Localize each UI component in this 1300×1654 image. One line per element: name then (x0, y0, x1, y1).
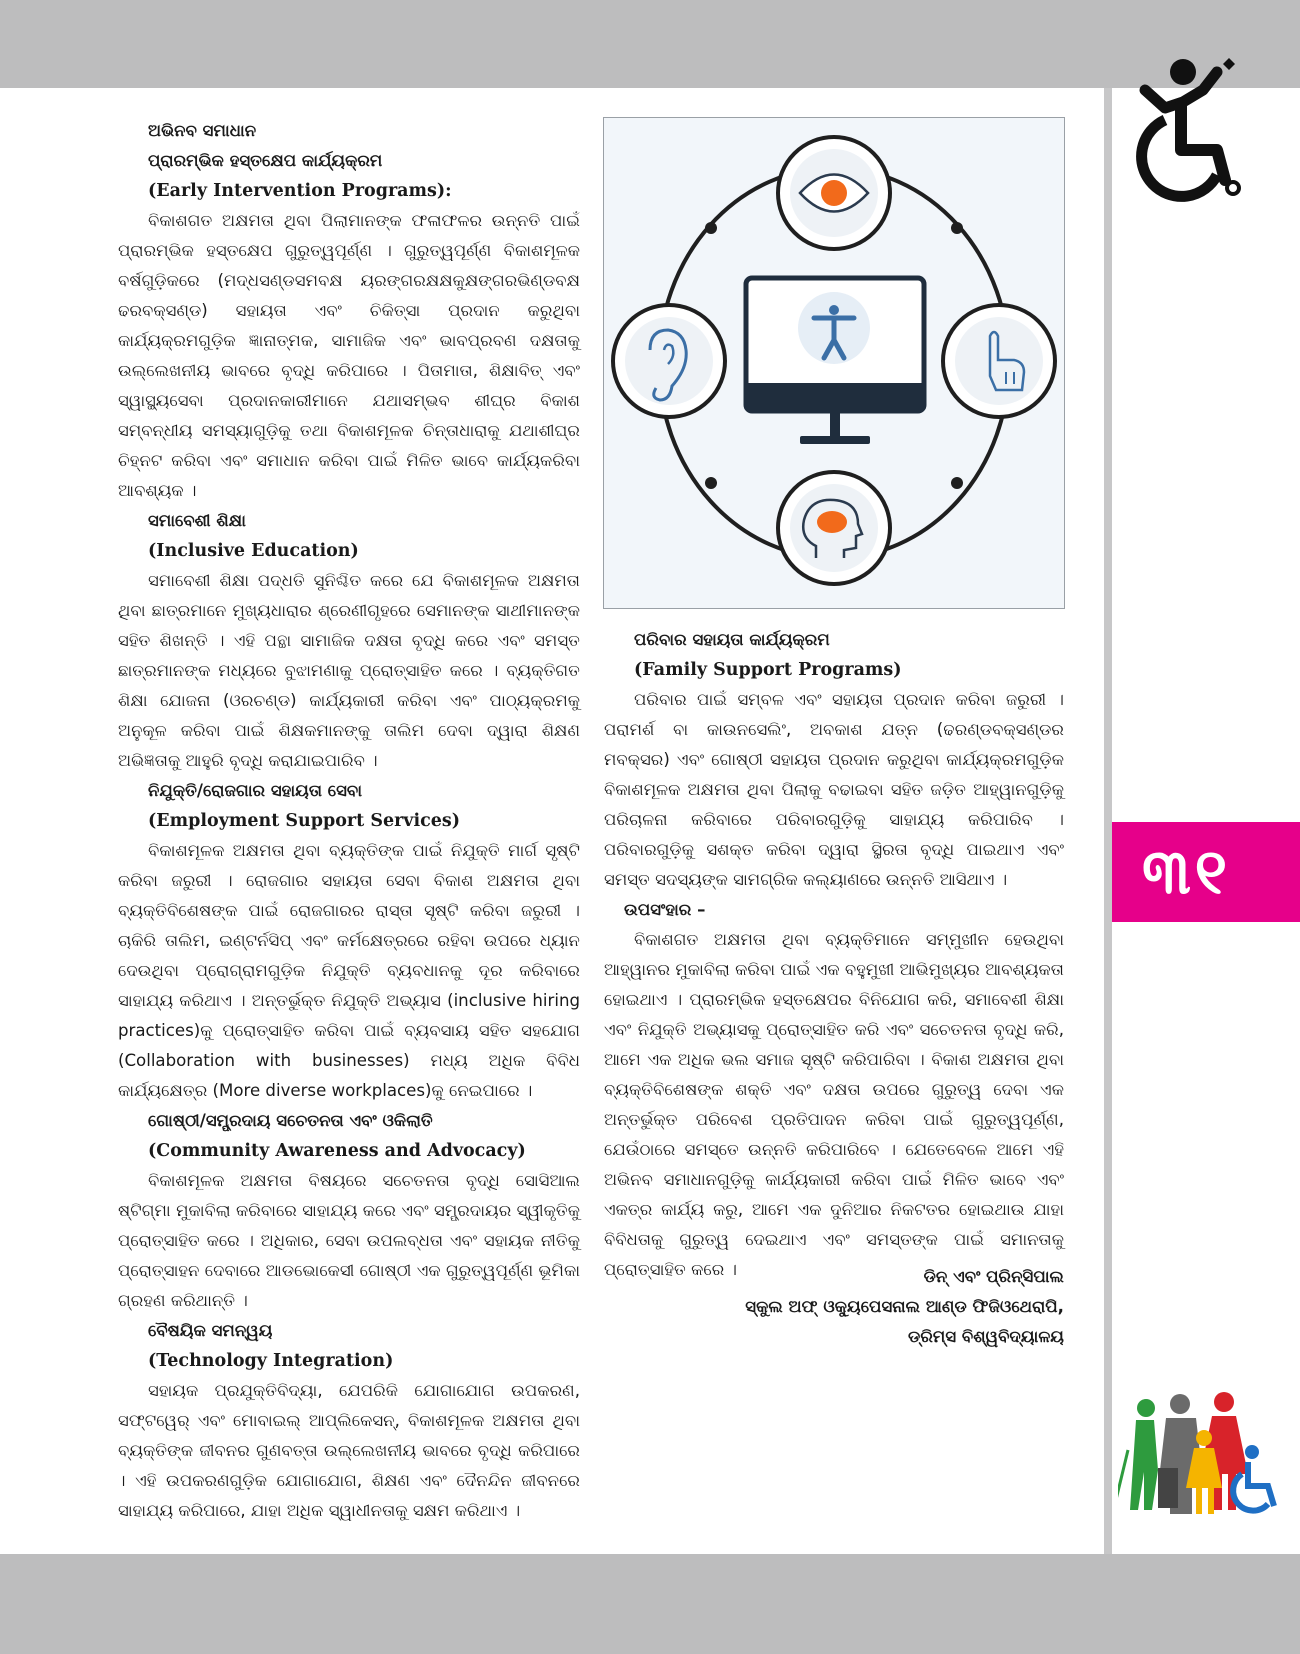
heading-technology-integration-en: (Technology Integration) (148, 1351, 394, 1371)
heading-family-support-en: (Family Support Programs) (634, 660, 902, 680)
heading-inclusive-education: ସମାବେଶୀ ଶିକ୍ଷା (148, 511, 246, 530)
heading-early-intervention-en: (Early Intervention Programs): (148, 181, 452, 201)
paragraph-community-awareness: ବିକାଶମୂଳକ ଅକ୍ଷମତା ବିଷୟରେ ସଚେତନତା ବୃଦ୍ଧି ସୋସିଆଲ ଷ୍ଟିଗ୍ମା ମୁକାବିଲା କରିବାରେ ସାହାଯ୍ୟ କରେ ଏବଂ ସମ୍ପ୍ରଦାୟର ସ୍ୱୀକୃତିକୁ ପ୍ରୋତ୍ସାହିତ କରେ । ଅଧିକାର, ସେବା ଉପଲବ୍ଧତା ଏବଂ ସହାୟକ ନୀତିକୁ ପ୍ରୋତ୍ସାହନ ଦେବାରେ ଆଡଭୋକେସୀ ଗୋଷ୍ଠୀ ଏକ ଗୁରୁତ୍ୱପୂର୍ଣ୍ଣ ଭୂମିକା ଗ୍ରହଣ କରିଥାନ୍ତି । (118, 1171, 580, 1310)
heading-community-awareness-en: (Community Awareness and Advocacy) (148, 1141, 526, 1161)
monitor-icon (746, 278, 924, 444)
left-column (118, 116, 580, 1526)
page-number: ୩୧ (1142, 835, 1232, 908)
heading-employment-support: ନିଯୁକ୍ତି/ରୋଜଗାର ସହାୟତା ସେବା (148, 781, 363, 800)
paragraph-conclusion: ବିକାଶଗତ ଅକ୍ଷମତା ଥିବା ବ୍ୟକ୍ତିମାନେ ସମ୍ମୁଖୀନ ହେଉଥିବା ଆହ୍ୱାନର ମୁକାବିଲା କରିବା ପାଇଁ ଏକ ବହୁମୁଖୀ ଆଭିମୁଖ୍ୟର ଆବଶ୍ୟକତା ହୋଇଥାଏ । ପ୍ରାରମ୍ଭିକ ହସ୍ତକ୍ଷେପର ବିନିଯୋଗ କରି, ସମାବେଶୀ ଶିକ୍ଷା ଏବଂ ନିଯୁକ୍ତି ଅଭ୍ୟାସକୁ ପ୍ରୋତ୍ସାହିତ କରି ଏବଂ ସଚେତନତା ବୃଦ୍ଧି କରି, ଆମେ ଏକ ଅଧିକ ଭଲ ସମାଜ ସୃଷ୍ଟି କରିପାରିବା । ବିକାଶ ଅକ୍ଷମତା ଥିବା ବ୍ୟକ୍ତିବିଶେଷଙ୍କ ଶକ୍ତି ଏବଂ ଦକ୍ଷତା ଉପରେ ଗୁରୁତ୍ୱ ଦେବା ଏକ ଅନ୍ତର୍ଭୁକ୍ତ ପରିବେଶ ପ୍ରତିପାଦନ କରିବା ପାଇଁ ଗୁରୁତ୍ୱପୂର୍ଣ୍ଣ, ଯେଉଁଠାରେ ସମସ୍ତେ ଉନ୍ନତି କରିପାରିବେ । ଯେତେବେଳେ ଆମେ ଏହି ଅଭିନବ ସମାଧାନଗୁଡ଼ିକୁ କାର୍ଯ୍ୟକାରୀ କରିବା ପାଇଁ ମିଳିତ ଭାବେ ଏବଂ ଏକତ୍ର କାର୍ଯ୍ୟ କରୁ, ଆମେ ଏକ ଦୁନିଆର ନିକଟତର ହୋଇଥାଉ ଯାହା ବିବିଧତାକୁ ଗୁରୁତ୍ୱ ଦେଇଥାଏ ଏବଂ ସମସ୍ତଙ୍କ ପାଇଁ ସମାନତାକୁ ପ୍ରୋତ୍ସାହିତ କରେ । (604, 930, 1064, 1279)
paragraph-technology-integration: ସହାୟକ ପ୍ରଯୁକ୍ତିବିଦ୍ୟା, ଯେପରିକି ଯୋଗାଯୋଗ ଉପକରଣ, ସଫ୍ଟୱେର୍ ଏବଂ ମୋବାଇଲ୍ ଆପ୍ଲିକେସନ୍, ବିକାଶମୂଳକ ଅକ୍ଷମତା ଥିବା ବ୍ୟକ୍ତିଙ୍କ ଜୀବନର ଗୁଣବତ୍ତା ଉଲ୍ଲେଖନୀୟ ଭାବରେ ବୃଦ୍ଧି କରିପାରେ । ଏହି ଉପକରଣଗୁଡ଼ିକ ଯୋଗାଯୋଗ, ଶିକ୍ଷଣ ଏବଂ ଦୈନନ୍ଦିନ ଜୀବନରେ ସାହାଯ୍ୟ କରିପାରେ, ଯାହା ଅଧିକ ସ୍ୱାଧୀନତାକୁ ସକ୍ଷମ କରିଥାଏ । (118, 1381, 580, 1520)
brain-icon (778, 472, 890, 584)
bottom-band (0, 1554, 1300, 1654)
ear-icon (613, 305, 725, 417)
author-university: ଡ୍ରିମ୍ସ ବିଶ୍ୱବିଦ୍ୟାଳୟ (908, 1327, 1064, 1346)
author-school: ସ୍କୁଲ ଅଫ୍ ଓକ୍ୟୁପେସନାଲ ଆଣ୍ଡ ଫିଜିଓଥେରାପି, (745, 1297, 1064, 1316)
heading-conclusion: ଉପସଂହାର – (624, 900, 706, 919)
heading-innovative-solutions: ଅଭିନବ ସମାଧାନ (148, 121, 257, 140)
wheelchair-icon (1125, 50, 1255, 205)
eye-icon (778, 137, 890, 249)
side-rule (1104, 88, 1112, 1554)
page-number-tab (1112, 822, 1300, 922)
top-band (0, 0, 1300, 88)
heading-inclusive-education-en: (Inclusive Education) (148, 541, 359, 561)
paragraph-early-intervention: ବିକାଶଗତ ଅକ୍ଷମତା ଥିବା ପିଲାମାନଙ୍କ ଫଳାଫଳର ଉନ୍ନତି ପାଇଁ ପ୍ରାରମ୍ଭିକ ହସ୍ତକ୍ଷେପ ଗୁରୁତ୍ୱପୂର୍ଣ୍ଣ । ଗୁରୁତ୍ୱପୂର୍ଣ୍ଣ ବିକାଶମୂଳକ ବର୍ଷଗୁଡ଼ିକରେ (ମଦ୍ଧସଣ୍ଡସମବକ୍ଷ ୟରଙ୍ଗରକ୍ଷକ୍ଷକୁକ୍ଷଙ୍ଗରଭିଣ୍ଡବକ୍ଷ ଢରବକ୍ସଣ୍ଡ) ସହାୟତା ଏବଂ ଚିକିତ୍ସା ପ୍ରଦାନ କରୁଥିବା କାର୍ଯ୍ୟକ୍ରମଗୁଡ଼ିକ ଜ୍ଞାନାତ୍ମକ, ସାମାଜିକ ଏବଂ ଭାବପ୍ରବଣ ଦକ୍ଷତାକୁ ଉଲ୍ଲେଖନୀୟ ଭାବରେ ବୃଦ୍ଧି କରିପାରେ । ପିତାମାତା, ଶିକ୍ଷାବିତ୍ ଏବଂ ସ୍ୱାସ୍ଥ୍ୟସେବା ପ୍ରଦାନକାରୀମାନେ ଯଥାସମ୍ଭବ ଶୀଘ୍ର ବିକାଶ ସମ୍ବନ୍ଧୀୟ ସମସ୍ୟାଗୁଡ଼ିକୁ ତଥା ବିକାଶମୂଳକ ଚିନ୍ତାଧାରାକୁ ଯଥାଶୀଘ୍ର ଚିହ୍ନଟ କରିବା ଏବଂ ସମାଧାନ କରିବା ପାଇଁ ମିଳିତ ଭାବେ କାର୍ଯ୍ୟକରିବା ଆବଶ୍ୟକ । (118, 211, 580, 500)
heading-community-awareness: ଗୋଷ୍ଠୀ/ସମ୍ପ୍ରଦାୟ ସଚେତନତା ଏବଂ ଓକିଲାତି (148, 1111, 433, 1130)
family-accessibility-icon (1118, 1390, 1278, 1520)
hand-icon (943, 305, 1055, 417)
accessibility-diagram (604, 118, 1064, 608)
heading-family-support: ପରିବାର ସହାୟତା କାର୍ଯ୍ୟକ୍ରମ (634, 630, 830, 649)
heading-early-intervention: ପ୍ରାରମ୍ଭିକ ହସ୍ତକ୍ଷେପ କାର୍ଯ୍ୟକ୍ରମ (148, 151, 383, 170)
paragraph-family-support: ପରିବାର ପାଇଁ ସମ୍ବଳ ଏବଂ ସହାୟତା ପ୍ରଦାନ କରିବା ଜରୁରୀ । ପରାମର୍ଶ ବା କାଉନସେଲିଂ, ଅବକାଶ ଯତ୍ନ (ଢରଣ୍ଡବକ୍ସଣ୍ଡର ମବକ୍ସର) ଏବଂ ଗୋଷ୍ଠୀ ସହାୟତା ପ୍ରଦାନ କରୁଥିବା କାର୍ଯ୍ୟକ୍ରମଗୁଡ଼ିକ ବିକାଶମୂଳକ ଅକ୍ଷମତା ଥିବା ପିଲାକୁ ବଢାଇବା ସହିତ ଜଡ଼ିତ ଆହ୍ୱାନଗୁଡ଼ିକୁ ପରିଚାଳନା କରିବାରେ ପରିବାରଗୁଡ଼ିକୁ ସାହାଯ୍ୟ କରିପାରିବ । ପରିବାରଗୁଡ଼ିକୁ ସଶକ୍ତ କରିବା ଦ୍ୱାରା ସ୍ଥିରତା ବୃଦ୍ଧି ପାଇଥାଏ ଏବଂ ସମସ୍ତ ସଦସ୍ୟଙ୍କ ସାମଗ୍ରିକ କଲ୍ୟାଣରେ ଉନ୍ନତି ଆସିଥାଏ । (604, 690, 1064, 889)
paragraph-employment-support: ବିକାଶମୂଳକ ଅକ୍ଷମତା ଥିବା ବ୍ୟକ୍ତିଙ୍କ ପାଇଁ ନିଯୁକ୍ତି ମାର୍ଗ ସୃଷ୍ଟି କରିବା ଜରୁରୀ । ରୋଜଗାର ସହାୟତା ସେବା ବିକାଶ ଅକ୍ଷମତା ଥିବା ବ୍ୟକ୍ତିବିଶେଷଙ୍କ ପାଇଁ ରୋଜଗାରର ରାସ୍ତା ସୃଷ୍ଟି କରିବା ଜରୁରୀ । ଚାକିରି ତାଲିମ, ଇଣ୍ଟର୍ନସିପ୍ ଏବଂ କର୍ମକ୍ଷେତ୍ରରେ ରହିବା ଉପରେ ଧ୍ୟାନ ଦେଉଥିବା ପ୍ରୋଗ୍ରାମଗୁଡ଼ିକ ନିଯୁକ୍ତି ବ୍ୟବଧାନକୁ ଦୂର କରିବାରେ ସାହାଯ୍ୟ କରିଥାଏ । ଅନ୍ତର୍ଭୁକ୍ତ ନିଯୁକ୍ତି ଅଭ୍ୟାସ (inclusive hiring practices)କୁ ପ୍ରୋତ୍ସାହିତ କରିବା ପାଇଁ ବ୍ୟବସାୟ ସହିତ ସହଯୋଗ (Collaboration with businesses) ମଧ୍ୟ ଅଧିକ ବିବିଧ କାର୍ଯ୍ୟକ୍ଷେତ୍ର (More diverse workplaces)କୁ ନେଇପାରେ । (118, 841, 580, 1100)
author-designation: ଡିନ୍ ଏବଂ ପ୍ରିନ୍ସିପାଲ (923, 1267, 1064, 1286)
heading-technology-integration: ବୈଷୟିକ ସମନ୍ୱୟ (148, 1321, 273, 1340)
right-column (604, 625, 1064, 1285)
accessibility-illustration (603, 117, 1065, 609)
heading-employment-support-en: (Employment Support Services) (148, 811, 461, 831)
paragraph-inclusive-education: ସମାବେଶୀ ଶିକ୍ଷା ପଦ୍ଧତି ସୁନିଶ୍ଚିତ କରେ ଯେ ବିକାଶମୂଳକ ଅକ୍ଷମତା ଥିବା ଛାତ୍ରମାନେ ମୁଖ୍ୟଧାରାର ଶ୍ରେଣୀଗୃହରେ ସେମାନଙ୍କ ସାଥୀମାନଙ୍କ ସହିତ ଶିଖନ୍ତି । ଏହି ପନ୍ଥା ସାମାଜିକ ଦକ୍ଷତା ବୃଦ୍ଧି କରେ ଏବଂ ସମସ୍ତ ଛାତ୍ରମାନଙ୍କ ମଧ୍ୟରେ ବୁଝାମଣାକୁ ପ୍ରୋତ୍ସାହିତ କରେ । ବ୍ୟକ୍ତିଗତ ଶିକ୍ଷା ଯୋଜନା (ଓରଚଣ୍ଡ) କାର୍ଯ୍ୟକାରୀ କରିବା ଏବଂ ପାଠ୍ୟକ୍ରମକୁ ଅନୁକୂଳ କରିବା ପାଇଁ ଶିକ୍ଷକମାନଙ୍କୁ ତାଲିମ ଦେବା ଦ୍ୱାରା ଶିକ୍ଷଣ ଅଭିଜ୍ଞତାକୁ ଆହୁରି ବୃଦ୍ଧି କରାଯାଇପାରିବ । (118, 571, 580, 770)
